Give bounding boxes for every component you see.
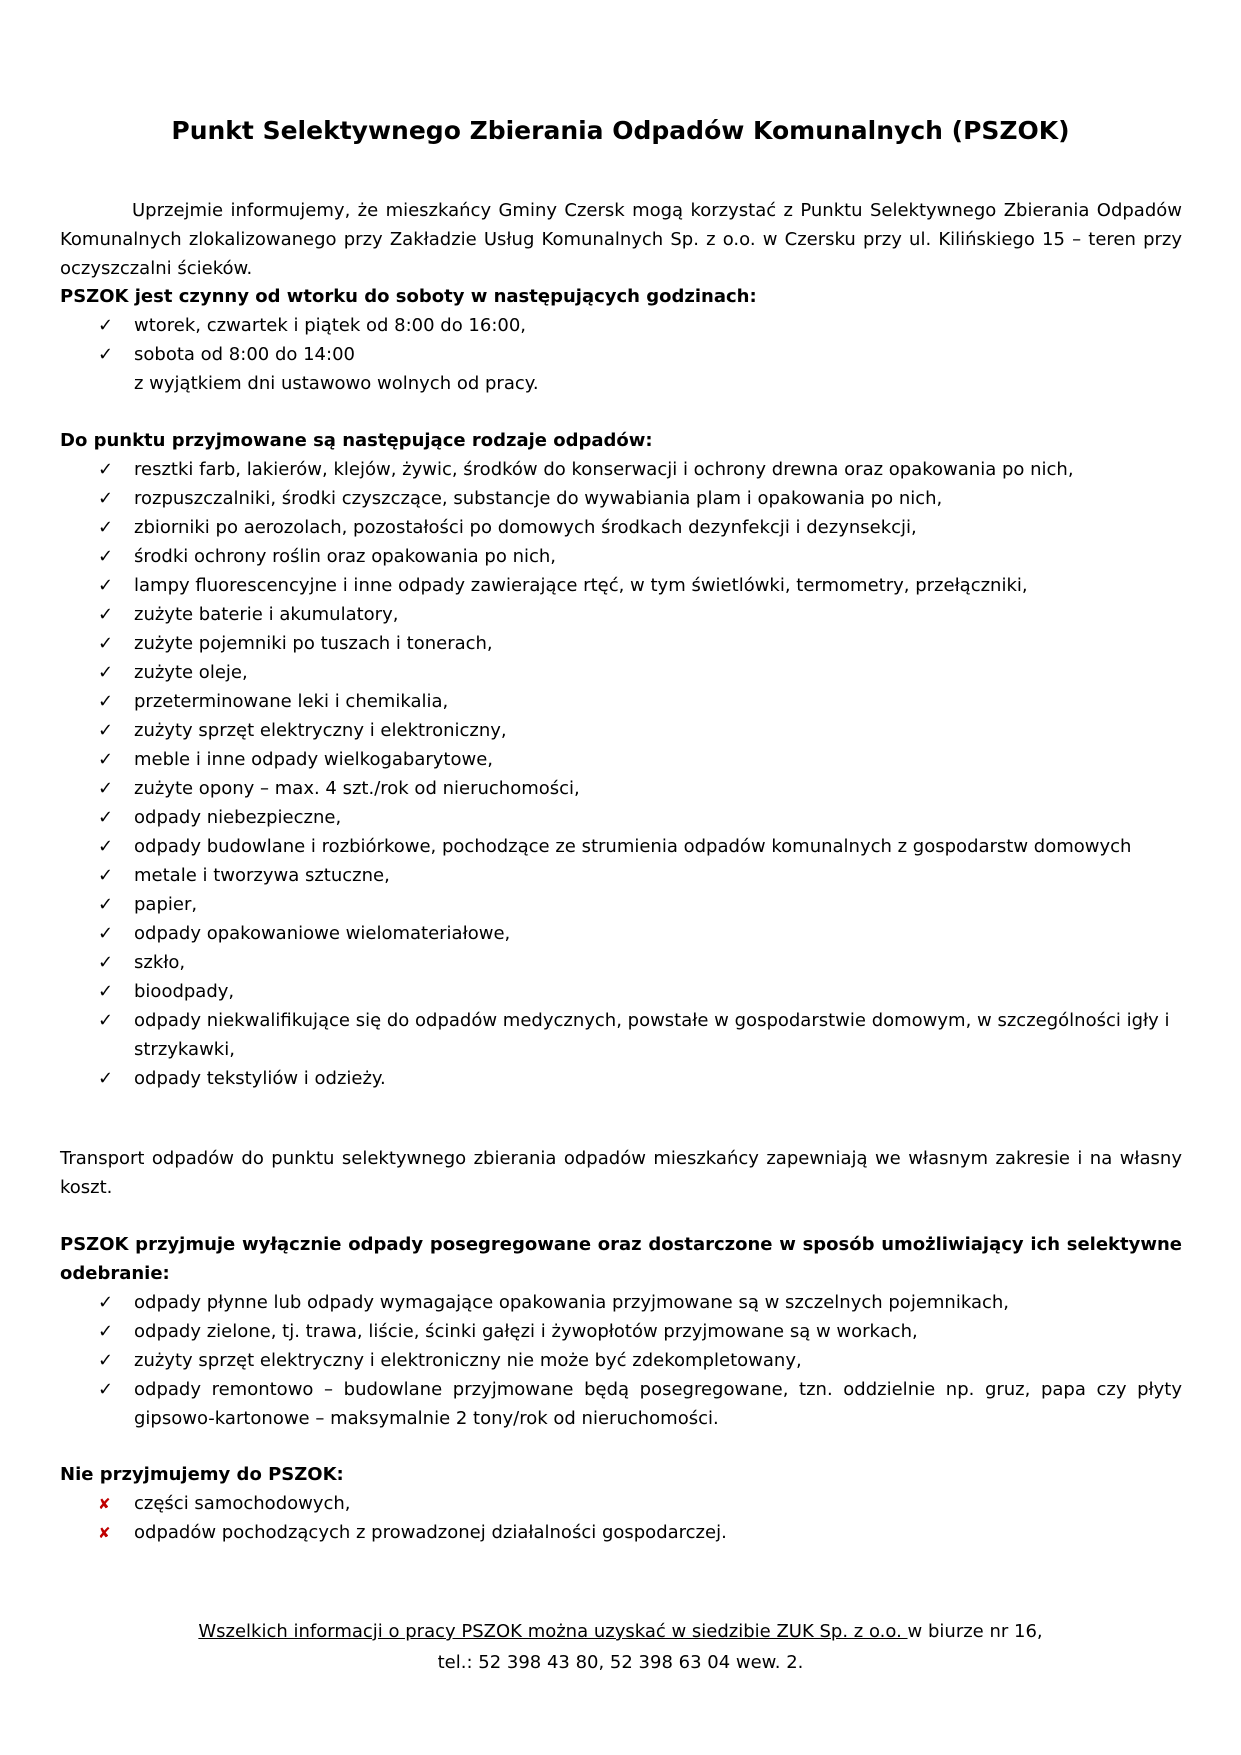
check-icon: ✓ [98,720,114,741]
list-item-text: resztki farb, lakierów, klejów, żywic, środków do konserwacji i ochrony drewna oraz opakowania po nich, [134,459,1074,480]
check-icon: ✓ [98,1350,114,1371]
check-icon: ✓ [98,662,114,683]
list-item [60,484,1182,513]
list-item-text: środki ochrony roślin oraz opakowania po nich, [134,546,556,567]
rejected-heading: Nie przyjmujemy do PSZOK: [60,1464,344,1485]
list-item-text: odpadów pochodzących z prowadzonej działalności gospodarczej. [134,1522,727,1543]
check-icon: ✓ [98,315,114,336]
list-item [60,629,1182,658]
list-item-text: wtorek, czwartek i piątek od 8:00 do 16:00, [134,315,527,336]
transport-paragraph: Transport odpadów do punktu selektywnego zbierania odpadów mieszkańcy zapewniają we własnym zakresie i na własny koszt. [60,1148,1182,1198]
check-icon: ✓ [98,894,114,915]
accepted-section [60,426,1182,1093]
check-icon: ✓ [98,488,114,509]
list-item [60,745,1182,774]
list-item-text: odpady zielone, tj. trawa, liście, ścinki gałęzi i żywopłotów przyjmowane są w workach, [134,1321,918,1342]
rejected-list [60,1489,1182,1547]
accepted-list [60,455,1182,1093]
check-icon: ✓ [98,1379,114,1400]
list-item-text: odpady remontowo – budowlane przyjmowane będą posegregowane, tzn. oddzielnie np. gruz, papa czy płyty gipsowo-kartonowe – maksymalnie 2 tony/rok od nieruchomości. [134,1379,1182,1429]
hours-section [60,282,1182,398]
list-item-text: papier, [134,894,198,915]
list-item [60,658,1182,687]
hours-list [60,311,1182,369]
rejected-section [60,1460,1182,1547]
check-icon: ✓ [98,546,114,567]
list-item [60,890,1182,919]
check-icon: ✓ [98,604,114,625]
list-item [60,687,1182,716]
footer-office-text: w biurze nr 16, [907,1621,1043,1642]
footer-line-1 [0,1616,1241,1647]
hours-note: z wyjątkiem dni ustawowo wolnych od pracy. [134,373,539,394]
list-item [60,311,1182,340]
list-item [60,600,1182,629]
list-item [60,455,1182,484]
list-item-text: zużyty sprzęt elektryczny i elektroniczny, [134,720,507,741]
footer-contact [0,1616,1241,1678]
list-item-text: bioodpady, [134,981,235,1002]
list-item-text: meble i inne odpady wielkogabarytowe, [134,749,494,770]
check-icon: ✓ [98,575,114,596]
list-item [60,1518,1182,1547]
list-item-text: metale i tworzywa sztuczne, [134,865,390,886]
check-icon: ✓ [98,865,114,886]
list-item [60,1006,1182,1064]
list-item-text: odpady tekstyliów i odzieży. [134,1068,386,1089]
accepted-heading: Do punktu przyjmowane są następujące rodzaje odpadów: [60,430,653,451]
list-item [60,803,1182,832]
footer-underlined-text: Wszelkich informacji o pracy PSZOK można uzyskać w siedzibie ZUK Sp. z o.o. [198,1621,908,1642]
list-item [60,1317,1182,1346]
conditions-section [60,1230,1182,1433]
intro-paragraph: Uprzejmie informujemy, że mieszkańcy Gminy Czersk mogą korzystać z Punktu Selektywnego Zbierania Odpadów Komunalnych zlokalizowanego przy Zakładzie Usług Komunalnych Sp. z o.o. w Czersku przy ul. Kilińskiego 15 – teren przy oczyszczalni ścieków. [60,200,1182,279]
list-item [60,948,1182,977]
list-item-text: przeterminowane leki i chemikalia, [134,691,449,712]
list-item [60,1375,1182,1433]
list-item-text: lampy fluorescencyjne i inne odpady zawierające rtęć, w tym świetlówki, termometry, przełączniki, [134,575,1028,596]
list-item [60,1288,1182,1317]
list-item [60,513,1182,542]
list-item-text: zużyte oleje, [134,662,248,683]
list-item-text: części samochodowych, [134,1493,351,1514]
list-item [60,716,1182,745]
list-item [60,832,1182,861]
cross-icon: ✘ [98,1495,111,1513]
list-item [60,340,1182,369]
check-icon: ✓ [98,633,114,654]
check-icon: ✓ [98,778,114,799]
page-title: Punkt Selektywnego Zbierania Odpadów Komunalnych (PSZOK) [171,116,1070,145]
list-item [60,571,1182,600]
list-item [60,977,1182,1006]
check-icon: ✓ [98,691,114,712]
check-icon: ✓ [98,981,114,1002]
check-icon: ✓ [98,923,114,944]
hours-heading: PSZOK jest czynny od wtorku do soboty w następujących godzinach: [60,286,757,307]
list-item [60,861,1182,890]
list-item-text: zużyte opony – max. 4 szt./rok od nieruchomości, [134,778,580,799]
check-icon: ✓ [98,459,114,480]
list-item [60,1346,1182,1375]
check-icon: ✓ [98,344,114,365]
conditions-heading: PSZOK przyjmuje wyłącznie odpady posegregowane oraz dostarczone w sposób umożliwiający ich selektywne odebranie: [60,1234,1182,1284]
check-icon: ✓ [98,807,114,828]
list-item-text: odpady budowlane i rozbiórkowe, pochodzące ze strumienia odpadów komunalnych z gospodarstw domowych [134,836,1132,857]
list-item-text: zbiorniki po aerozolach, pozostałości po domowych środkach dezynfekcji i dezynsekcji, [134,517,917,538]
list-item-text: odpady niekwalifikujące się do odpadów medycznych, powstałe w gospodarstwie domowym, w szczególności igły i strzykawki, [134,1010,1170,1060]
check-icon: ✓ [98,517,114,538]
list-item [60,1064,1182,1093]
list-item [60,542,1182,571]
footer-phone: tel.: 52 398 43 80, 52 398 63 04 wew. 2. [437,1652,804,1673]
list-item-text: zużyte baterie i akumulatory, [134,604,399,625]
list-item-text: zużyte pojemniki po tuszach i tonerach, [134,633,493,654]
check-icon: ✓ [98,836,114,857]
list-item [60,774,1182,803]
list-item-text: odpady opakowaniowe wielomateriałowe, [134,923,511,944]
check-icon: ✓ [98,1010,114,1031]
list-item [60,919,1182,948]
check-icon: ✓ [98,749,114,770]
list-item-text: szkło, [134,952,186,973]
list-item [60,1489,1182,1518]
list-item-text: rozpuszczalniki, środki czyszczące, substancje do wywabiania plam i opakowania po nich, [134,488,943,509]
conditions-list [60,1288,1182,1433]
check-icon: ✓ [98,1068,114,1089]
transport-section [60,1144,1182,1202]
cross-icon: ✘ [98,1524,111,1542]
list-item-text: odpady płynne lub odpady wymagające opakowania przyjmowane są w szczelnych pojemnikach, [134,1292,1010,1313]
list-item-text: odpady niebezpieczne, [134,807,342,828]
list-item-text: sobota od 8:00 do 14:00 [134,344,355,365]
check-icon: ✓ [98,952,114,973]
check-icon: ✓ [98,1292,114,1313]
list-item-text: zużyty sprzęt elektryczny i elektroniczny nie może być zdekompletowany, [134,1350,802,1371]
check-icon: ✓ [98,1321,114,1342]
